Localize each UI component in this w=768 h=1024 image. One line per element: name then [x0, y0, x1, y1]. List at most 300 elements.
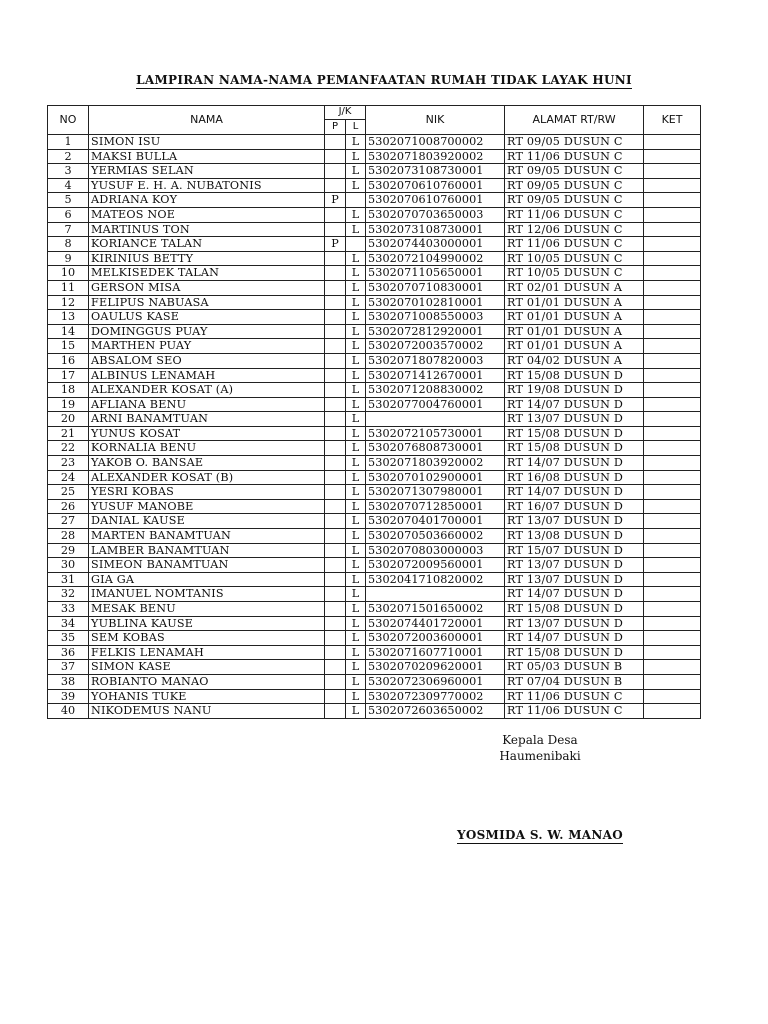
cell-nama: ADRIANA KOY: [89, 193, 325, 208]
cell-no: 32: [48, 587, 89, 602]
cell-no: 6: [48, 207, 89, 222]
cell-no: 5: [48, 193, 89, 208]
cell-l: L: [346, 135, 366, 150]
cell-no: 26: [48, 499, 89, 514]
cell-p: [325, 368, 346, 383]
table-row: [48, 514, 701, 529]
cell-nama: FELIPUS NABUASA: [89, 295, 325, 310]
cell-l: L: [346, 324, 366, 339]
cell-no: 14: [48, 324, 89, 339]
cell-l: L: [346, 266, 366, 281]
cell-no: 9: [48, 251, 89, 266]
cell-no: 18: [48, 383, 89, 398]
cell-nama: GERSON MISA: [89, 280, 325, 295]
cell-p: [325, 178, 346, 193]
cell-ket: [644, 397, 701, 412]
cell-p: [325, 397, 346, 412]
cell-p: [325, 456, 346, 471]
table-row: [48, 456, 701, 471]
table-row: [48, 689, 701, 704]
cell-l: [346, 237, 366, 252]
table-row: [48, 295, 701, 310]
cell-nik: 5302070712850001: [366, 499, 505, 514]
cell-no: 28: [48, 529, 89, 544]
cell-alamat: RT 13/07 DUSUN D: [505, 412, 644, 427]
cell-nik: 5302074401720001: [366, 616, 505, 631]
cell-nama: GIA GA: [89, 572, 325, 587]
cell-p: [325, 704, 346, 719]
cell-l: L: [346, 295, 366, 310]
cell-ket: [644, 295, 701, 310]
cell-nik: 5302071807820003: [366, 353, 505, 368]
cell-alamat: RT 01/01 DUSUN A: [505, 339, 644, 354]
cell-l: L: [346, 207, 366, 222]
cell-p: [325, 616, 346, 631]
cell-alamat: RT 04/02 DUSUN A: [505, 353, 644, 368]
cell-p: [325, 353, 346, 368]
cell-nama: MATEOS NOE: [89, 207, 325, 222]
cell-nama: MARTEN BANAMTUAN: [89, 529, 325, 544]
cell-nama: SIMON KASE: [89, 660, 325, 675]
cell-l: L: [346, 353, 366, 368]
cell-nik: 5302072306960001: [366, 674, 505, 689]
cell-nik: 5302071803920002: [366, 456, 505, 471]
cell-ket: [644, 164, 701, 179]
table-row: [48, 485, 701, 500]
cell-nik: 5302071307980001: [366, 485, 505, 500]
cell-no: 30: [48, 558, 89, 573]
cell-alamat: RT 16/08 DUSUN D: [505, 470, 644, 485]
cell-nik: 5302074403000001: [366, 237, 505, 252]
header-l: L: [346, 119, 366, 134]
table-row: [48, 602, 701, 617]
cell-l: L: [346, 397, 366, 412]
cell-alamat: RT 02/01 DUSUN A: [505, 280, 644, 295]
cell-l: L: [346, 543, 366, 558]
cell-no: 21: [48, 426, 89, 441]
cell-ket: [644, 222, 701, 237]
cell-nama: MELKISEDEK TALAN: [89, 266, 325, 281]
header-ket: KET: [644, 106, 701, 135]
cell-ket: [644, 499, 701, 514]
cell-ket: [644, 237, 701, 252]
cell-nama: MARTINUS TON: [89, 222, 325, 237]
cell-l: L: [346, 441, 366, 456]
cell-nama: YAKOB O. BANSAE: [89, 456, 325, 471]
cell-nama: DANIAL KAUSE: [89, 514, 325, 529]
cell-p: [325, 412, 346, 427]
cell-no: 12: [48, 295, 89, 310]
cell-no: 35: [48, 631, 89, 646]
cell-nik: 5302070102900001: [366, 470, 505, 485]
table-row: [48, 237, 701, 252]
cell-no: 33: [48, 602, 89, 617]
cell-p: [325, 426, 346, 441]
cell-l: L: [346, 310, 366, 325]
cell-p: P: [325, 237, 346, 252]
page-title: [0, 73, 768, 87]
cell-alamat: RT 14/07 DUSUN D: [505, 587, 644, 602]
cell-no: 25: [48, 485, 89, 500]
cell-nama: YUNUS KOSAT: [89, 426, 325, 441]
cell-l: L: [346, 222, 366, 237]
cell-nik: 5302073108730001: [366, 222, 505, 237]
cell-l: L: [346, 558, 366, 573]
cell-nik: 5302070803000003: [366, 543, 505, 558]
cell-alamat: RT 10/05 DUSUN C: [505, 266, 644, 281]
cell-l: L: [346, 529, 366, 544]
signature-name: [450, 828, 630, 842]
table-body: [48, 135, 701, 719]
cell-alamat: RT 13/07 DUSUN D: [505, 558, 644, 573]
cell-ket: [644, 383, 701, 398]
cell-nama: ALEXANDER KOSAT (B): [89, 470, 325, 485]
cell-alamat: RT 11/06 DUSUN C: [505, 149, 644, 164]
signature-block: [470, 732, 610, 764]
cell-p: [325, 441, 346, 456]
cell-nama: ARNI BANAMTUAN: [89, 412, 325, 427]
cell-nama: ROBIANTO MANAO: [89, 674, 325, 689]
cell-p: [325, 674, 346, 689]
cell-l: L: [346, 383, 366, 398]
table-row: [48, 251, 701, 266]
cell-l: L: [346, 164, 366, 179]
cell-l: L: [346, 616, 366, 631]
cell-nama: MESAK BENU: [89, 602, 325, 617]
cell-l: L: [346, 251, 366, 266]
cell-nama: YUSUF MANOBE: [89, 499, 325, 514]
cell-nik: 5302070610760001: [366, 178, 505, 193]
cell-l: L: [346, 470, 366, 485]
cell-l: L: [346, 602, 366, 617]
cell-nama: YERMIAS SELAN: [89, 164, 325, 179]
table-row: [48, 674, 701, 689]
cell-no: 20: [48, 412, 89, 427]
cell-ket: [644, 514, 701, 529]
cell-nik: 5302072603650002: [366, 704, 505, 719]
cell-p: [325, 383, 346, 398]
cell-p: [325, 499, 346, 514]
cell-ket: [644, 135, 701, 150]
signature-village: Haumenibaki: [499, 749, 581, 763]
cell-nama: AFLIANA BENU: [89, 397, 325, 412]
cell-p: [325, 280, 346, 295]
cell-nama: KORIANCE TALAN: [89, 237, 325, 252]
header-nik: NIK: [366, 106, 505, 135]
cell-l: L: [346, 572, 366, 587]
cell-nik: 5302072009560001: [366, 558, 505, 573]
cell-p: [325, 339, 346, 354]
cell-ket: [644, 353, 701, 368]
cell-no: 1: [48, 135, 89, 150]
cell-alamat: RT 01/01 DUSUN A: [505, 310, 644, 325]
cell-p: [325, 543, 346, 558]
table-row: [48, 397, 701, 412]
cell-no: 24: [48, 470, 89, 485]
header-p: P: [325, 119, 346, 134]
cell-nama: LAMBER BANAMTUAN: [89, 543, 325, 558]
cell-l: L: [346, 514, 366, 529]
cell-no: 38: [48, 674, 89, 689]
cell-no: 39: [48, 689, 89, 704]
cell-nama: YOHANIS TUKE: [89, 689, 325, 704]
cell-no: 23: [48, 456, 89, 471]
table-row: [48, 135, 701, 150]
table-row: [48, 193, 701, 208]
cell-alamat: RT 15/08 DUSUN D: [505, 368, 644, 383]
cell-l: L: [346, 426, 366, 441]
cell-alamat: RT 12/06 DUSUN C: [505, 222, 644, 237]
cell-p: [325, 251, 346, 266]
cell-l: L: [346, 280, 366, 295]
beneficiary-table: [47, 105, 701, 719]
cell-l: L: [346, 499, 366, 514]
cell-p: [325, 529, 346, 544]
cell-nik: 5302072309770002: [366, 689, 505, 704]
cell-no: 15: [48, 339, 89, 354]
table-row: [48, 324, 701, 339]
cell-no: 10: [48, 266, 89, 281]
cell-no: 13: [48, 310, 89, 325]
header-alamat: ALAMAT RT/RW: [505, 106, 644, 135]
cell-alamat: RT 14/07 DUSUN D: [505, 485, 644, 500]
cell-no: 11: [48, 280, 89, 295]
cell-nik: 5302072812920001: [366, 324, 505, 339]
cell-alamat: RT 09/05 DUSUN C: [505, 135, 644, 150]
cell-ket: [644, 558, 701, 573]
table-row: [48, 616, 701, 631]
cell-ket: [644, 441, 701, 456]
cell-ket: [644, 529, 701, 544]
cell-l: L: [346, 645, 366, 660]
cell-alamat: RT 11/06 DUSUN C: [505, 237, 644, 252]
table-row: [48, 587, 701, 602]
cell-l: L: [346, 412, 366, 427]
cell-nama: SEM KOBAS: [89, 631, 325, 646]
cell-ket: [644, 193, 701, 208]
header-no: NO: [48, 106, 89, 135]
cell-p: [325, 572, 346, 587]
cell-p: [325, 485, 346, 500]
table-row: [48, 645, 701, 660]
cell-nik: 5302070102810001: [366, 295, 505, 310]
cell-nama: SIMEON BANAMTUAN: [89, 558, 325, 573]
cell-nik: 5302072105730001: [366, 426, 505, 441]
cell-ket: [644, 251, 701, 266]
cell-nik: 5302070703650003: [366, 207, 505, 222]
cell-no: 17: [48, 368, 89, 383]
cell-no: 37: [48, 660, 89, 675]
cell-nama: YESRI KOBAS: [89, 485, 325, 500]
cell-l: L: [346, 704, 366, 719]
table-row: [48, 499, 701, 514]
cell-ket: [644, 645, 701, 660]
cell-no: 31: [48, 572, 89, 587]
cell-l: L: [346, 456, 366, 471]
cell-alamat: RT 10/05 DUSUN C: [505, 251, 644, 266]
cell-no: 19: [48, 397, 89, 412]
cell-no: 27: [48, 514, 89, 529]
cell-alamat: RT 15/07 DUSUN D: [505, 543, 644, 558]
cell-nik: 5302070209620001: [366, 660, 505, 675]
cell-nama: DOMINGGUS PUAY: [89, 324, 325, 339]
cell-no: 34: [48, 616, 89, 631]
cell-alamat: RT 14/07 DUSUN D: [505, 456, 644, 471]
cell-alamat: RT 16/07 DUSUN D: [505, 499, 644, 514]
cell-no: 40: [48, 704, 89, 719]
cell-ket: [644, 631, 701, 646]
cell-l: L: [346, 689, 366, 704]
page-title-text: LAMPIRAN NAMA-NAMA PEMANFAATAN RUMAH TIDAK LAYAK HUNI: [136, 73, 632, 87]
cell-p: [325, 135, 346, 150]
cell-alamat: RT 13/07 DUSUN D: [505, 616, 644, 631]
table-row: [48, 368, 701, 383]
cell-ket: [644, 704, 701, 719]
cell-nama: FELKIS LENAMAH: [89, 645, 325, 660]
cell-nama: IMANUEL NOMTANIS: [89, 587, 325, 602]
cell-p: [325, 587, 346, 602]
cell-nama: ABSALOM SEO: [89, 353, 325, 368]
cell-l: L: [346, 485, 366, 500]
cell-ket: [644, 674, 701, 689]
cell-alamat: RT 14/07 DUSUN D: [505, 397, 644, 412]
cell-nik: 5302070710830001: [366, 280, 505, 295]
cell-nik: 5302071008700002: [366, 135, 505, 150]
cell-nama: YUBLINA KAUSE: [89, 616, 325, 631]
cell-alamat: RT 13/07 DUSUN D: [505, 572, 644, 587]
cell-alamat: RT 11/06 DUSUN C: [505, 704, 644, 719]
cell-no: 16: [48, 353, 89, 368]
cell-l: L: [346, 660, 366, 675]
cell-alamat: RT 13/08 DUSUN D: [505, 529, 644, 544]
signature-position: Kepala Desa: [502, 733, 578, 747]
cell-no: 29: [48, 543, 89, 558]
cell-l: L: [346, 631, 366, 646]
cell-ket: [644, 616, 701, 631]
table-row: [48, 412, 701, 427]
cell-alamat: RT 14/07 DUSUN D: [505, 631, 644, 646]
cell-p: [325, 266, 346, 281]
cell-ket: [644, 149, 701, 164]
cell-nik: 5302071501650002: [366, 602, 505, 617]
cell-nik: 5302071105650001: [366, 266, 505, 281]
cell-no: 2: [48, 149, 89, 164]
cell-nik: 5302073108730001: [366, 164, 505, 179]
table-row: [48, 704, 701, 719]
cell-alamat: RT 15/08 DUSUN D: [505, 602, 644, 617]
table-row: [48, 558, 701, 573]
cell-p: [325, 207, 346, 222]
table-row: [48, 207, 701, 222]
table-row: [48, 383, 701, 398]
cell-nik: 5302071607710001: [366, 645, 505, 660]
cell-l: L: [346, 674, 366, 689]
table-row: [48, 660, 701, 675]
cell-ket: [644, 426, 701, 441]
cell-alamat: RT 11/06 DUSUN C: [505, 689, 644, 704]
cell-ket: [644, 339, 701, 354]
cell-p: [325, 660, 346, 675]
cell-nama: MAKSI BULLA: [89, 149, 325, 164]
cell-p: [325, 558, 346, 573]
cell-ket: [644, 178, 701, 193]
cell-nik: 5302071008550003: [366, 310, 505, 325]
cell-alamat: RT 01/01 DUSUN A: [505, 295, 644, 310]
table-row: [48, 441, 701, 456]
cell-ket: [644, 310, 701, 325]
cell-no: 7: [48, 222, 89, 237]
table-row: [48, 631, 701, 646]
cell-nik: 5302077004760001: [366, 397, 505, 412]
cell-nik: 5302070503660002: [366, 529, 505, 544]
cell-l: L: [346, 368, 366, 383]
cell-ket: [644, 368, 701, 383]
cell-nama: KIRINIUS BETTY: [89, 251, 325, 266]
cell-alamat: RT 15/08 DUSUN D: [505, 426, 644, 441]
table-row: [48, 266, 701, 281]
cell-nama: KORNALIA BENU: [89, 441, 325, 456]
cell-nik: 5302041710820002: [366, 572, 505, 587]
cell-nama: OAULUS KASE: [89, 310, 325, 325]
table-row: [48, 280, 701, 295]
cell-p: [325, 645, 346, 660]
table-row: [48, 470, 701, 485]
cell-nik: 5302072003570002: [366, 339, 505, 354]
table-row: [48, 178, 701, 193]
cell-p: P: [325, 193, 346, 208]
cell-alamat: RT 09/05 DUSUN C: [505, 193, 644, 208]
cell-no: 8: [48, 237, 89, 252]
cell-l: L: [346, 587, 366, 602]
cell-nik: 5302071208830002: [366, 383, 505, 398]
cell-ket: [644, 689, 701, 704]
cell-nama: YUSUF E. H. A. NUBATONIS: [89, 178, 325, 193]
cell-ket: [644, 412, 701, 427]
cell-nama: SIMON ISU: [89, 135, 325, 150]
cell-ket: [644, 324, 701, 339]
cell-nama: NIKODEMUS NANU: [89, 704, 325, 719]
cell-p: [325, 324, 346, 339]
cell-l: L: [346, 178, 366, 193]
cell-ket: [644, 602, 701, 617]
cell-p: [325, 689, 346, 704]
cell-alamat: RT 19/08 DUSUN D: [505, 383, 644, 398]
cell-ket: [644, 266, 701, 281]
table-row: [48, 164, 701, 179]
cell-p: [325, 295, 346, 310]
cell-l: L: [346, 149, 366, 164]
header-jk: J/K: [325, 106, 366, 120]
table-row: [48, 222, 701, 237]
cell-nik: 5302070610760001: [366, 193, 505, 208]
cell-ket: [644, 587, 701, 602]
cell-nik: [366, 412, 505, 427]
cell-p: [325, 470, 346, 485]
cell-alamat: RT 13/07 DUSUN D: [505, 514, 644, 529]
table-row: [48, 353, 701, 368]
cell-ket: [644, 543, 701, 558]
cell-p: [325, 631, 346, 646]
cell-alamat: RT 09/05 DUSUN C: [505, 178, 644, 193]
cell-nik: 5302071803920002: [366, 149, 505, 164]
cell-no: 3: [48, 164, 89, 179]
table-row: [48, 426, 701, 441]
signature-name-text: YOSMIDA S. W. MANAO: [456, 828, 624, 842]
cell-alamat: RT 05/03 DUSUN B: [505, 660, 644, 675]
table-row: [48, 339, 701, 354]
cell-ket: [644, 207, 701, 222]
cell-alamat: RT 15/08 DUSUN D: [505, 645, 644, 660]
